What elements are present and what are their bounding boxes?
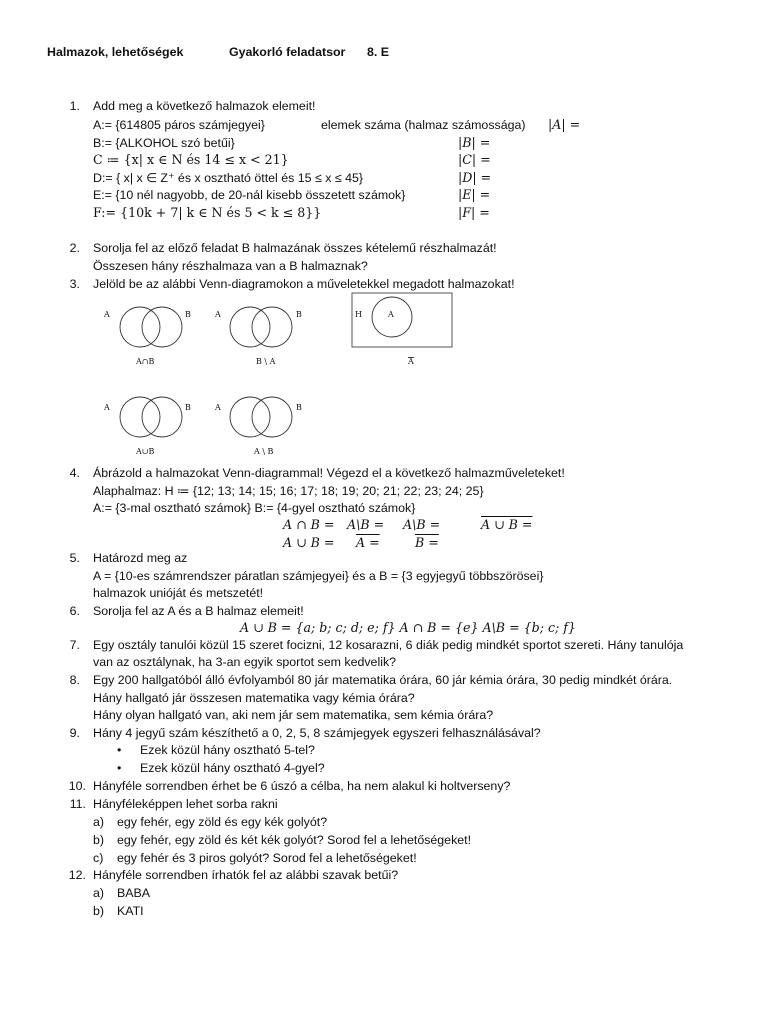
- q10-text: Hányféle sorrendben érhet be 6 úszó a célba, ha nem alakul ki holtverseny?: [93, 779, 511, 793]
- venn-label-a: A: [215, 403, 221, 412]
- q12-text: Hányféle sorrendben írhatók fel az alábbi szavak betűi?: [93, 868, 399, 882]
- q1-card-f: |F| =: [458, 205, 490, 220]
- venn-caption-b-minus-a: B \ A: [256, 357, 276, 366]
- venn-label-a: A: [215, 310, 221, 319]
- q7-line2: van az osztálynak, ha 3-an egyik sportot sem kedvelik?: [93, 655, 397, 669]
- venn-label-b: B: [296, 403, 302, 412]
- q1-set-e: E:= {10 nél nagyobb, de 20-nál kisebb összetett számok}: [93, 188, 406, 202]
- q5-line2: A = {10-es számrendszer páratlan számjegyei} és a B = {3 egyjegyű többszörösei}: [93, 569, 544, 583]
- q5-line1: Határozd meg az: [93, 551, 188, 565]
- q1-card-b: |B| =: [458, 135, 491, 150]
- venn-diagrams: [90, 290, 470, 460]
- q1-number: 1.: [69, 99, 80, 113]
- venn-caption-intersection: A∩B: [136, 357, 155, 366]
- venn-circle-a: [230, 307, 270, 347]
- q10-number: 10.: [68, 779, 86, 793]
- q11-item-b-label: b): [93, 833, 105, 847]
- q9-bullet-1: Ezek közül hány osztható 5-tel?: [140, 743, 315, 757]
- q4-number: 4.: [69, 466, 80, 480]
- q4-universe: Alaphalmaz: H ≔ {12; 13; 14; 15; 16; 17; 18; 19; 20; 21; 22; 23; 24; 25}: [93, 484, 484, 498]
- q1-set-a: A:= {614805 páros számjegyei}: [93, 118, 265, 132]
- q9-bullet-2: Ezek közül hány osztható 4-gyel?: [140, 761, 325, 775]
- venn-circle-a: [120, 397, 160, 437]
- q11-item-c-label: c): [93, 851, 104, 865]
- q11-number: 11.: [69, 797, 86, 811]
- q1-card-d: |D| =: [458, 170, 492, 185]
- q2-line1: Sorolja fel az előző feladat B halmazának összes kételemű részhalmazát!: [93, 241, 497, 255]
- q8-line1: Egy 200 hallgatóból álló évfolyamból 80 jár matematika órára, 60 jár kémia órára, 30 pedig mindkét órára.: [93, 673, 673, 687]
- venn-label-a: A: [388, 310, 394, 319]
- q12-item-a: BABA: [117, 886, 151, 900]
- q6-formula: A ∪ B = {a; b; c; d; e; f} A ∩ B = {e} A\B = {b; c; f}: [240, 620, 576, 635]
- venn-circle-b: [252, 307, 292, 347]
- venn-caption-complement: A: [408, 357, 414, 366]
- q4-op-a-minus-b-2: A\B =: [403, 517, 441, 532]
- venn-label-a: A: [104, 403, 110, 412]
- venn-label-h: H: [355, 310, 362, 319]
- q5-line3: halmazok unióját és metszetét!: [93, 586, 264, 600]
- q1-set-b: B:= {ALKOHOL szó betűi}: [93, 136, 235, 150]
- venn-circle-a: [230, 397, 270, 437]
- q1-card-e: |E| =: [458, 187, 491, 202]
- q2-number: 2.: [69, 241, 80, 255]
- q9-number: 9.: [69, 726, 80, 740]
- venn-difference-b-a: [214, 307, 302, 366]
- q1-card-c: |C| =: [458, 152, 491, 167]
- q2-line2: Összesen hány részhalmaza van a B halmaznak?: [93, 259, 368, 273]
- q4-op-complement-a: A =: [356, 535, 380, 550]
- q8-number: 8.: [69, 673, 80, 687]
- doc-grade: 8. E: [367, 45, 390, 59]
- venn-complement: [352, 293, 452, 366]
- venn-caption-a-minus-b: A \ B: [254, 447, 274, 456]
- q4-op-complement-b: B =: [415, 535, 439, 550]
- q6-text: Sorolja fel az A és a B halmaz elemeit!: [93, 604, 304, 618]
- venn-label-b: B: [185, 403, 191, 412]
- venn-circle-b: [142, 397, 182, 437]
- venn-label-a: A: [104, 310, 110, 319]
- q1-card-a: |A| =: [548, 117, 581, 132]
- venn-difference-a-b: [214, 397, 302, 456]
- q8-line2: Hány hallgató jár összesen matematika vagy kémia órára?: [93, 691, 415, 705]
- q11-item-c: egy fehér és 3 piros golyót? Sorod fel a lehetőségeket!: [117, 851, 417, 865]
- q12-item-b: KATI: [117, 904, 144, 918]
- q11-text: Hányféleképpen lehet sorba rakni: [93, 797, 278, 811]
- q12-item-b-label: b): [93, 904, 105, 918]
- q9-bullet-1-icon: •: [117, 743, 122, 757]
- venn-label-b: B: [185, 310, 191, 319]
- q4-sets: A:= {3-mal osztható számok} B:= {4-gyel osztható számok}: [93, 501, 416, 515]
- venn-universe-box: [352, 293, 452, 347]
- q1-set-d: D:= { x| x ∈ Z⁺ és x osztható öttel és 15 ≤ x ≤ 45}: [93, 171, 364, 185]
- q1-text: Add meg a következő halmazok elemeit!: [93, 99, 316, 113]
- q6-number: 6.: [69, 604, 80, 618]
- q12-item-a-label: a): [93, 886, 105, 900]
- q11-item-b: egy fehér, egy zöld és két kék golyót? Sorod fel a lehetőségeket!: [117, 833, 472, 847]
- q8-line3: Hány olyan hallgató van, aki nem jár sem matematika, sem kémia órára?: [93, 708, 494, 722]
- q4-op-union: A ∪ B =: [283, 535, 335, 550]
- q12-number: 12.: [68, 868, 86, 882]
- venn-circle-b: [252, 397, 292, 437]
- q11-item-a: egy fehér, egy zöld és egy kék golyót?: [117, 815, 328, 829]
- q1-set-c: C ≔ {x| x ∈ N és 14 ≤ x < 21}: [93, 152, 289, 167]
- q11-item-a-label: a): [93, 815, 105, 829]
- q1-cardinality-note: elemek száma (halmaz számossága): [321, 118, 526, 132]
- q7-number: 7.: [69, 638, 80, 652]
- doc-title: Halmazok, lehetőségek: [47, 45, 184, 59]
- q4-op-a-minus-b: A\B =: [347, 517, 385, 532]
- venn-label-b: B: [296, 310, 302, 319]
- venn-circle-a: [120, 307, 160, 347]
- doc-subtitle: Gyakorló feladatsor: [229, 45, 346, 59]
- q4-op-intersection: A ∩ B =: [283, 517, 335, 532]
- venn-circle-b: [142, 307, 182, 347]
- q9-text: Hány 4 jegyű szám készíthető a 0, 2, 5, 8 számjegyek egyszeri felhasználásával?: [93, 726, 541, 740]
- q4-op-union-complement: A ∪ B =: [481, 517, 533, 532]
- venn-caption-union: A∪B: [136, 447, 155, 456]
- q7-line1: Egy osztály tanulói közül 15 szeret focizni, 12 kosarazni, 6 diák pedig mindkét sportot szereti. Hány tanulója: [93, 638, 684, 652]
- venn-intersection: [103, 307, 191, 366]
- q1-set-f: F:= {10k + 7| k ∈ N és 5 < k ≤ 8}}: [93, 205, 322, 220]
- q4-text: Ábrázold a halmazokat Venn-diagrammal! Végezd el a következő halmazműveleteket!: [93, 466, 565, 480]
- q3-text: Jelöld be az alábbi Venn-diagramokon a műveletekkel megadott halmazokat!: [93, 277, 515, 291]
- q3-number: 3.: [69, 277, 80, 291]
- q5-number: 5.: [69, 551, 80, 565]
- venn-union: [103, 397, 191, 456]
- q9-bullet-2-icon: •: [117, 761, 122, 775]
